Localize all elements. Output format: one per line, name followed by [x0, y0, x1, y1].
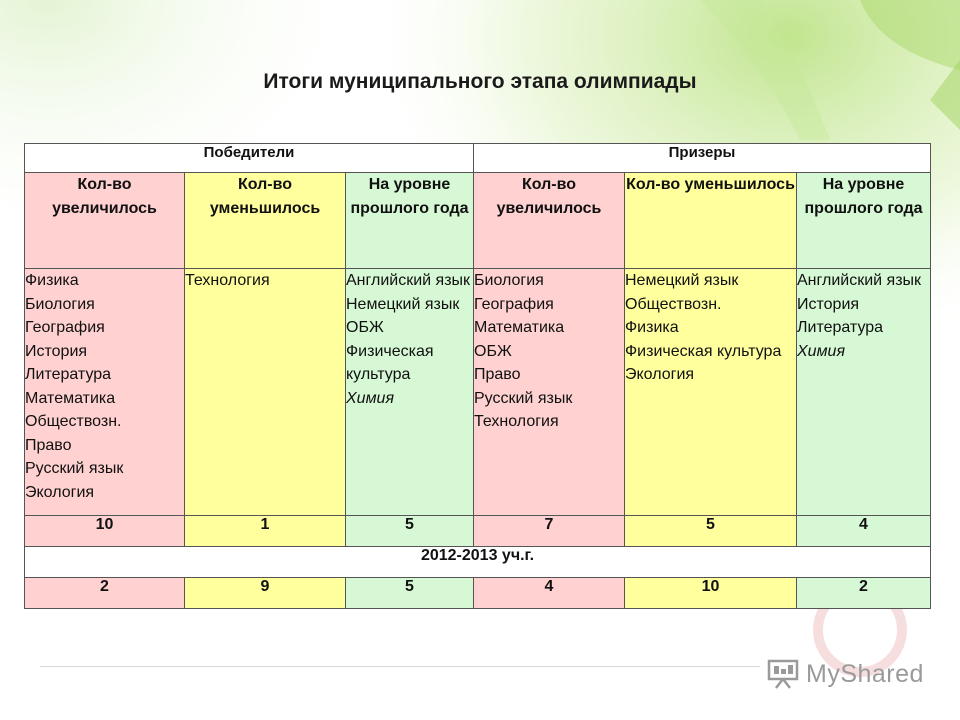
- col-header-winners-increased: Кол-во увеличилось: [25, 173, 185, 269]
- column-header-row: [25, 173, 931, 269]
- previous-year-label-row: [25, 547, 931, 578]
- subject-item: Математика: [474, 319, 565, 336]
- prev-count-cell: 5: [346, 578, 474, 609]
- count-cell: 5: [625, 516, 797, 547]
- prev-count-cell: 2: [797, 578, 931, 609]
- count-cell: 10: [25, 516, 185, 547]
- subject-item: ОБЖ: [346, 319, 384, 336]
- prev-count-cell: 10: [625, 578, 797, 609]
- count-cell: 1: [185, 516, 346, 547]
- subject-item: Литература: [797, 319, 884, 336]
- count-cell: 7: [474, 516, 625, 547]
- subject-item: Технология: [185, 272, 270, 289]
- subjects-row: [25, 269, 931, 516]
- col-header-winners-same: На уровне прошлого года: [346, 173, 474, 269]
- myshared-logo[interactable]: [766, 654, 936, 694]
- prize-header: Призеры: [474, 144, 931, 173]
- prev-count-cell: 2: [25, 578, 185, 609]
- group-header-row: [25, 144, 931, 173]
- subject-item: Математика: [25, 389, 116, 407]
- subject-item: Физика: [625, 319, 679, 336]
- winners-same-cell: [346, 269, 474, 516]
- subject-item: Физическая культура: [346, 342, 434, 383]
- count-cell: 5: [346, 516, 474, 547]
- col-header-prize-decreased: Кол-во уменьшилось: [625, 173, 797, 269]
- subject-item: История: [797, 295, 860, 313]
- subject-item: Биология: [25, 295, 95, 313]
- subject-item: Физическая культура: [625, 342, 782, 360]
- subject-item: Физика: [25, 272, 79, 289]
- olympiad-results-table: [24, 143, 931, 609]
- col-header-winners-decreased: Кол-во уменьшилось: [185, 173, 346, 269]
- presentation-board-icon: [766, 657, 800, 691]
- subject-item: Экология: [625, 366, 695, 383]
- subject-item: История: [25, 342, 88, 360]
- subject-item: География: [25, 319, 105, 336]
- current-count-row: [25, 516, 931, 547]
- subject-item: ОБЖ: [474, 342, 512, 360]
- subject-item: География: [474, 295, 554, 313]
- subject-item: Английский язык: [797, 272, 922, 289]
- subject-item: Обществозн.: [25, 413, 122, 430]
- previous-year-label: 2012-2013 уч.г.: [25, 547, 931, 578]
- prize-increased-cell: [474, 269, 625, 516]
- col-header-prize-same: На уровне прошлого года: [797, 173, 931, 269]
- subject-item: Обществозн.: [625, 295, 722, 313]
- subject-item: Технология: [474, 413, 559, 430]
- count-cell: 4: [797, 516, 931, 547]
- winners-header: Победители: [25, 144, 474, 173]
- logo-text: MyShared: [806, 659, 924, 688]
- subject-italic: Химия: [797, 342, 845, 360]
- col-header-prize-increased: Кол-во увеличилось: [474, 173, 625, 269]
- subject-item: Русский язык: [25, 460, 124, 477]
- subject-item: Право: [474, 366, 521, 383]
- subject-item: Право: [25, 436, 72, 454]
- winners-decreased-cell: [185, 269, 346, 516]
- subject-item: Русский язык: [474, 389, 573, 407]
- winners-increased-cell: [25, 269, 185, 516]
- prev-count-cell: 9: [185, 578, 346, 609]
- subject-item: Экология: [25, 483, 95, 501]
- subject-item: Биология: [474, 272, 544, 289]
- subject-item: Английский язык: [346, 272, 471, 289]
- previous-count-row: [25, 578, 931, 609]
- footer-divider: [40, 666, 760, 667]
- subject-item: Немецкий язык: [346, 295, 460, 313]
- prize-decreased-cell: [625, 269, 797, 516]
- subject-item: Литература: [25, 366, 112, 383]
- subject-item: Немецкий язык: [625, 272, 739, 289]
- prev-count-cell: 4: [474, 578, 625, 609]
- prize-same-cell: [797, 269, 931, 516]
- subject-italic: Химия: [346, 389, 394, 407]
- page-title: Итоги муниципального этапа олимпиады: [263, 70, 697, 93]
